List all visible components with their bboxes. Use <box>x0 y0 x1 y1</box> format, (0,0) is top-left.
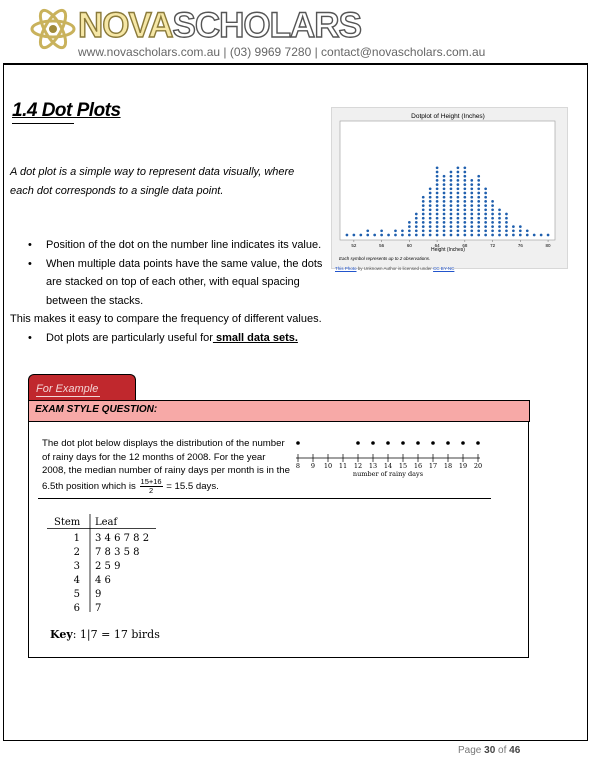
chart-dot <box>470 221 473 224</box>
stem-value: 5 <box>73 589 80 600</box>
chart-dot <box>443 187 446 190</box>
stem-header: Stem <box>54 517 81 528</box>
chart-dot <box>450 187 453 190</box>
chart-dot <box>422 225 425 228</box>
chart-dot <box>484 192 487 195</box>
chart-dot <box>470 234 473 237</box>
chart-dot <box>470 179 473 182</box>
chart-dot <box>470 204 473 207</box>
chart-dot <box>484 225 487 228</box>
page-frame-left <box>3 63 4 741</box>
chart-dot <box>436 166 439 169</box>
chart-dot <box>429 225 432 228</box>
chart-dot <box>484 221 487 224</box>
chart-dot <box>429 208 432 211</box>
chart-dot <box>443 208 446 211</box>
chart-dot <box>401 229 404 232</box>
chart-dot <box>457 217 460 220</box>
leaf-header: Leaf <box>95 517 118 528</box>
chart-dot <box>346 234 349 237</box>
chart-dot <box>463 171 466 174</box>
rain-dot <box>386 441 390 445</box>
stem-leaf-key: Key: 1|7 = 17 birds <box>50 628 160 641</box>
chart-dot <box>429 217 432 220</box>
leaf-values: 7 8 3 5 8 <box>95 547 140 558</box>
chart-dot <box>463 192 466 195</box>
rain-tick-label: 19 <box>458 462 468 470</box>
chart-dot <box>505 229 508 232</box>
chart-dot <box>540 234 543 237</box>
chart-dot <box>505 225 508 228</box>
chart-dot <box>470 196 473 199</box>
chart-dot <box>408 225 411 228</box>
chart-dot <box>526 234 529 237</box>
chart-dot <box>463 179 466 182</box>
chart-dot <box>491 213 494 216</box>
chart-dot <box>470 200 473 203</box>
question-text: The dot plot below displays the distribution of the number of rainy days for the 12 months of 2008. For the year 2008, the median number of rainy days per month is in the 6.5th position which is $\frac{15+16}{2}$ = 15.5 days. <box>42 438 290 495</box>
section-title: 1.4 Dot Plots <box>12 100 121 121</box>
page-frame-right <box>587 63 588 741</box>
chart-dot <box>443 183 446 186</box>
chart-dot <box>505 221 508 224</box>
chart-dot <box>470 229 473 232</box>
rain-x-label: number of rainy days <box>352 470 424 478</box>
chart-dot <box>477 192 480 195</box>
chart-dot <box>422 204 425 207</box>
chart-dot <box>491 217 494 220</box>
chart-dot <box>463 208 466 211</box>
rainy-days-dotplot <box>290 432 490 482</box>
bullet-item: • Dot plots are particularly useful for small data sets. <box>10 329 330 348</box>
chart-dot <box>443 196 446 199</box>
chart-dot <box>443 221 446 224</box>
chart-dot <box>387 234 390 237</box>
chart-dot <box>443 175 446 178</box>
chart-dot <box>366 234 369 237</box>
chart-dot <box>457 229 460 232</box>
chart-dot <box>450 229 453 232</box>
chart-dot <box>470 208 473 211</box>
chart-dot <box>443 225 446 228</box>
stem-value: 6 <box>73 603 80 614</box>
stem-value: 3 <box>73 561 80 572</box>
chart-dot <box>436 204 439 207</box>
atom-logo-icon <box>30 6 76 52</box>
chart-dot <box>394 229 397 232</box>
stem-value: 4 <box>73 575 80 586</box>
chart-dot <box>457 208 460 211</box>
chart-dot <box>484 187 487 190</box>
chart-dot <box>477 213 480 216</box>
example-tab-underline <box>36 396 100 397</box>
rain-dot <box>431 441 435 445</box>
height-dotplot-chart <box>331 107 566 267</box>
chart-dot <box>436 192 439 195</box>
chart-note: Each symbol represents up to 2 observations. <box>339 256 431 261</box>
chart-dot <box>519 234 522 237</box>
chart-dot <box>463 200 466 203</box>
chart-dot <box>457 166 460 169</box>
chart-dot <box>429 196 432 199</box>
chart-dot <box>415 217 418 220</box>
chart-dot <box>415 234 418 237</box>
chart-dot <box>450 217 453 220</box>
chart-dot <box>457 221 460 224</box>
chart-dot <box>450 183 453 186</box>
chart-dot <box>436 200 439 203</box>
chart-dot <box>422 229 425 232</box>
stem-value: 1 <box>73 533 80 544</box>
example-border-left <box>28 421 29 657</box>
chart-dot <box>450 204 453 207</box>
chart-dot <box>422 208 425 211</box>
photo-caption: This Photo by Unknown Author is licensed under CC BY-NC <box>335 266 455 271</box>
rain-dot <box>401 441 405 445</box>
chart-dot <box>484 196 487 199</box>
chart-dot <box>512 225 515 228</box>
rain-tick-label: 14 <box>383 462 393 470</box>
chart-dot <box>457 179 460 182</box>
chart-dot <box>505 213 508 216</box>
chart-dot <box>477 196 480 199</box>
leaf-values: 4 6 <box>95 575 111 586</box>
question-divider <box>38 498 491 499</box>
chart-dot <box>463 225 466 228</box>
chart-dot <box>484 204 487 207</box>
chart-dot <box>443 204 446 207</box>
logo-wordmark: NOVASCHOLARS <box>78 6 361 45</box>
intro-paragraph: A dot plot is a simple way to represent data visually, where each dot corresponds to a single data point. <box>10 166 295 197</box>
contact-line: www.novascholars.com.au | (03) 9969 7280 | contact@novascholars.com.au <box>78 45 486 59</box>
chart-dot <box>450 196 453 199</box>
chart-dot <box>470 192 473 195</box>
chart-dot <box>450 213 453 216</box>
rain-dot <box>476 441 480 445</box>
chart-dot <box>477 200 480 203</box>
chart-dot <box>408 221 411 224</box>
chart-dot <box>477 208 480 211</box>
chart-dot <box>491 200 494 203</box>
chart-dot <box>429 234 432 237</box>
chart-dot <box>450 192 453 195</box>
chart-dot <box>457 187 460 190</box>
chart-dot <box>450 225 453 228</box>
chart-dot <box>533 234 536 237</box>
chart-dot <box>484 208 487 211</box>
rain-dot <box>296 441 300 445</box>
bullet-list <box>10 236 330 347</box>
chart-tick-label: 76 <box>517 243 523 248</box>
chart-dot <box>477 225 480 228</box>
chart-dot <box>477 229 480 232</box>
chart-dot <box>470 225 473 228</box>
chart-dot <box>422 196 425 199</box>
rain-dot <box>416 441 420 445</box>
chart-dot <box>436 171 439 174</box>
chart-dot <box>450 221 453 224</box>
chart-dot <box>470 213 473 216</box>
chart-dot <box>491 229 494 232</box>
chart-dot <box>477 221 480 224</box>
chart-dot <box>436 221 439 224</box>
chart-dot <box>463 204 466 207</box>
bullet-item: • Position of the dot on the number line indicates its value. <box>10 236 330 255</box>
chart-dot <box>498 217 501 220</box>
chart-dot <box>498 229 501 232</box>
chart-dot <box>422 213 425 216</box>
chart-dot <box>422 234 425 237</box>
chart-dot <box>477 183 480 186</box>
chart-dot <box>463 234 466 237</box>
chart-dot <box>359 234 362 237</box>
rain-tick-label: 11 <box>338 462 348 470</box>
rain-tick-label: 12 <box>353 462 363 470</box>
chart-dot <box>436 179 439 182</box>
leaf-values: 3 4 6 7 8 2 <box>95 533 150 544</box>
chart-dot <box>463 229 466 232</box>
chart-tick-label: 80 <box>545 243 551 248</box>
chart-dot <box>484 217 487 220</box>
chart-dot <box>366 229 369 232</box>
leaf-values: 2 5 9 <box>95 561 121 572</box>
chart-dot <box>443 229 446 232</box>
chart-dot <box>415 229 418 232</box>
chart-dot <box>408 229 411 232</box>
chart-dot <box>429 221 432 224</box>
chart-dot <box>457 213 460 216</box>
chart-dot <box>436 213 439 216</box>
chart-dot <box>484 200 487 203</box>
chart-dot <box>450 208 453 211</box>
chart-dot <box>519 229 522 232</box>
chart-dot <box>505 234 508 237</box>
median-fraction: $\frac{15+16}{2}$ <box>140 476 162 495</box>
rain-tick-label: 9 <box>310 462 316 470</box>
chart-dot <box>373 234 376 237</box>
chart-dot <box>512 234 515 237</box>
chart-x-label: Height (Inches) <box>431 247 465 253</box>
rain-dot <box>446 441 450 445</box>
rain-dot <box>356 441 360 445</box>
chart-dot <box>484 213 487 216</box>
rain-tick-label: 10 <box>323 462 333 470</box>
chart-tick-label: 52 <box>351 243 357 248</box>
chart-dot <box>457 196 460 199</box>
chart-dot <box>498 208 501 211</box>
chart-dot <box>436 208 439 211</box>
chart-dot <box>415 221 418 224</box>
chart-dot <box>477 179 480 182</box>
chart-dot <box>498 234 501 237</box>
leaf-values: 7 <box>95 603 102 614</box>
chart-dot <box>436 187 439 190</box>
chart-dot <box>443 192 446 195</box>
chart-dot <box>436 229 439 232</box>
chart-tick-label: 68 <box>462 243 468 248</box>
rain-tick-label: 17 <box>428 462 438 470</box>
chart-dot <box>463 217 466 220</box>
bullet-item: • When multiple data points have the same value, the dots are stacked on top of each other, with equal spacing between the stacks. <box>10 255 330 311</box>
chart-dot <box>457 204 460 207</box>
chart-title: Dotplot of Height (Inches) <box>411 113 485 120</box>
chart-tick-label: 72 <box>490 243 496 248</box>
summary-line: This makes it easy to compare the frequency of different values. <box>10 313 322 325</box>
chart-dot <box>547 234 550 237</box>
chart-dot <box>422 200 425 203</box>
stem-value: 2 <box>73 547 80 558</box>
chart-dot <box>450 171 453 174</box>
chart-dot <box>498 225 501 228</box>
chart-dot <box>463 166 466 169</box>
exam-question-label: EXAM STYLE QUESTION: <box>35 404 158 415</box>
license-link[interactable]: CC BY-NC <box>433 266 455 271</box>
chart-dot <box>422 221 425 224</box>
caption-link[interactable]: This Photo <box>335 266 357 271</box>
chart-dot <box>401 234 404 237</box>
chart-dot <box>380 229 383 232</box>
rain-tick-label: 20 <box>473 462 483 470</box>
chart-dot <box>463 196 466 199</box>
rain-dot <box>461 441 465 445</box>
page-number: Page 30 of 46 <box>458 745 521 756</box>
chart-dot <box>429 229 432 232</box>
chart-dot <box>450 200 453 203</box>
chart-dot <box>394 234 397 237</box>
chart-dot <box>463 175 466 178</box>
chart-dot <box>436 196 439 199</box>
rain-dot <box>371 441 375 445</box>
chart-dot <box>450 175 453 178</box>
example-border-right <box>528 421 529 657</box>
chart-dot <box>380 234 383 237</box>
chart-dot <box>436 234 439 237</box>
chart-dot <box>443 200 446 203</box>
chart-dot <box>436 175 439 178</box>
chart-tick-label: 56 <box>379 243 385 248</box>
chart-dot <box>353 234 356 237</box>
chart-dot <box>457 171 460 174</box>
chart-dot <box>408 234 411 237</box>
chart-dot <box>429 192 432 195</box>
chart-dot <box>512 229 515 232</box>
chart-dot <box>463 187 466 190</box>
chart-dot <box>477 217 480 220</box>
chart-dot <box>519 225 522 228</box>
chart-dot <box>470 217 473 220</box>
chart-dot <box>491 204 494 207</box>
chart-dot <box>463 213 466 216</box>
example-tab-label: For Example <box>36 383 99 395</box>
chart-dot <box>436 225 439 228</box>
title-underline <box>12 123 74 124</box>
chart-tick-label: 60 <box>406 243 412 248</box>
page-frame-bottom <box>3 740 588 741</box>
chart-dot <box>450 179 453 182</box>
chart-dot <box>457 200 460 203</box>
rain-tick-label: 18 <box>443 462 453 470</box>
chart-dot <box>443 217 446 220</box>
chart-dot <box>463 221 466 224</box>
chart-dot <box>491 225 494 228</box>
chart-dot <box>443 234 446 237</box>
chart-dot <box>415 225 418 228</box>
chart-dot <box>457 183 460 186</box>
chart-dot <box>491 221 494 224</box>
chart-dot <box>457 225 460 228</box>
chart-dot <box>429 200 432 203</box>
chart-dot <box>484 229 487 232</box>
leaf-values: 9 <box>95 589 102 600</box>
chart-tick-label: 64 <box>434 243 440 248</box>
chart-dot <box>477 204 480 207</box>
chart-dot <box>429 213 432 216</box>
chart-dot <box>491 208 494 211</box>
chart-dot <box>477 187 480 190</box>
chart-dot <box>477 175 480 178</box>
chart-dot <box>457 234 460 237</box>
chart-dot <box>463 183 466 186</box>
chart-dot <box>422 217 425 220</box>
chart-dot <box>470 183 473 186</box>
chart-dot <box>429 204 432 207</box>
chart-dot <box>457 192 460 195</box>
chart-dot <box>526 229 529 232</box>
rain-tick-label: 15 <box>398 462 408 470</box>
chart-dot <box>450 234 453 237</box>
chart-dot <box>457 175 460 178</box>
stem-leaf-plot <box>44 512 184 617</box>
chart-dot <box>491 234 494 237</box>
chart-dot <box>429 187 432 190</box>
rain-tick-label: 16 <box>413 462 423 470</box>
example-border-bottom <box>28 657 529 658</box>
chart-dot <box>436 183 439 186</box>
chart-dot <box>436 217 439 220</box>
chart-dot <box>443 213 446 216</box>
chart-dot <box>470 187 473 190</box>
chart-dot <box>498 221 501 224</box>
header-rule <box>3 63 588 65</box>
chart-dot <box>505 217 508 220</box>
rain-tick-label: 8 <box>295 462 301 470</box>
chart-dot <box>443 179 446 182</box>
chart-dot <box>498 213 501 216</box>
chart-dot <box>477 234 480 237</box>
rain-tick-label: 13 <box>368 462 378 470</box>
chart-dot <box>415 213 418 216</box>
chart-dot <box>484 234 487 237</box>
